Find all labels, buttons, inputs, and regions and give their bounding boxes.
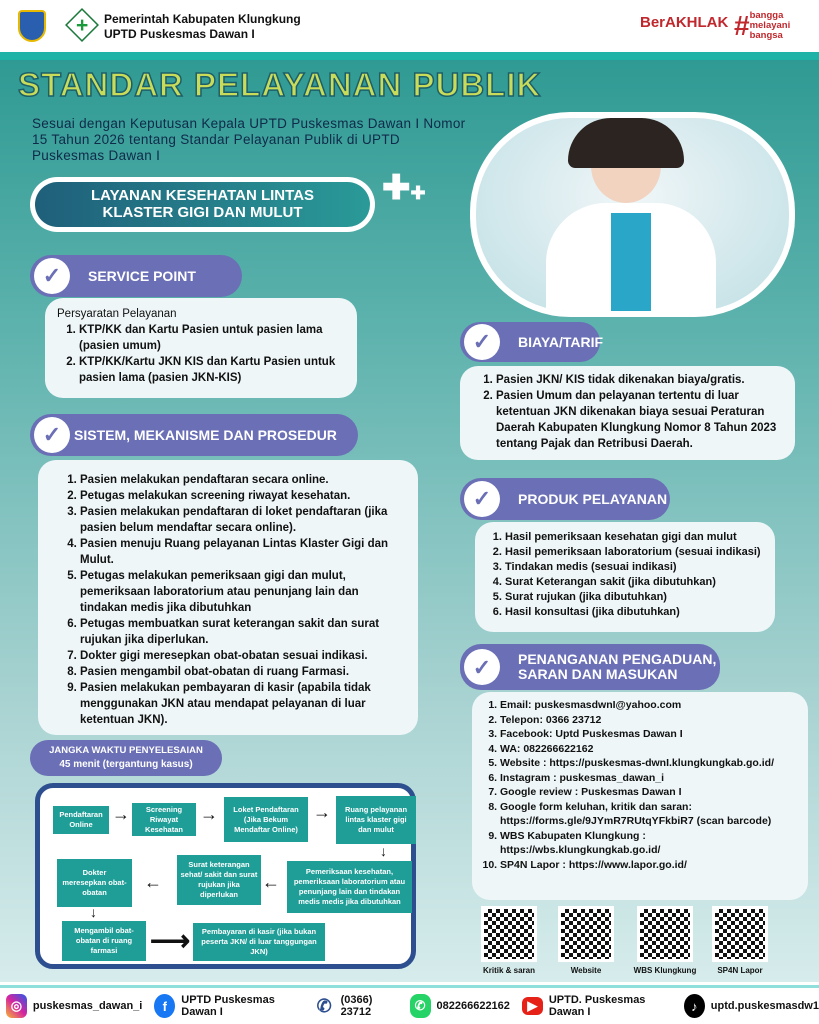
list-item: 5. Surat rujukan (jika dibutuhkan) <box>505 590 767 605</box>
flow-step: Pemeriksaan kesehatan, pemeriksaan laboratorium atau penunjang lain dan tindakan medis medis jika dibutuhkan <box>287 861 412 913</box>
instagram-icon: ◎ <box>6 994 27 1018</box>
berakhlak-logo: BerAKHLAK <box>640 14 729 31</box>
arrow-left-icon: ← <box>262 872 280 892</box>
tiktok-icon: ♪ <box>684 994 705 1018</box>
qr-label: Kritik & saran <box>482 966 536 975</box>
list-item: 9. WBS Kabupaten Klungkung : https://wbs.klungkungkab.go.id/ <box>500 829 802 858</box>
header-strip <box>0 52 819 60</box>
pengaduan-title-line1: PENANGANAN PENGADUAN, <box>518 651 717 667</box>
service-name-line1: LAYANAN KESEHATAN LINTAS <box>90 187 315 204</box>
service-name-line2: KLASTER GIGI DAN MULUT <box>102 204 303 221</box>
produk-title: PRODUK PELAYANAN <box>518 491 668 507</box>
qr-code-website[interactable] <box>558 906 614 962</box>
list-item: 1. Email: puskesmasdwnI@yahoo.com <box>500 698 802 713</box>
service-point-heading <box>30 255 242 297</box>
poster-title: STANDAR PELAYANAN PUBLIK <box>18 66 542 103</box>
list-item: 3. Facebook: Uptd Puskesmas Dawan I <box>500 727 802 742</box>
arrow-right-icon: → <box>112 804 130 824</box>
list-item: 4. Surat Keterangan sakit (jika dibutuhkan) <box>505 575 767 590</box>
biaya-card <box>460 366 795 460</box>
biaya-title: BIAYA/TARIF <box>518 334 604 350</box>
list-item: 6. Hasil konsultasi (jika dibutuhkan) <box>505 605 767 620</box>
flow-step: Dokter meresepkan obat-obatan <box>57 859 132 907</box>
flow-step: Loket Pendaftaran (Jika Bekum Mendaftar Online) <box>224 797 308 842</box>
flow-step: Mengambil obat-obatan di ruang farmasi <box>62 921 146 961</box>
qr-code-wbs[interactable] <box>637 906 693 962</box>
klungkung-logo <box>18 10 46 42</box>
service-point-title: SERVICE POINT <box>88 268 196 284</box>
service-point-card <box>45 298 357 398</box>
qr-label: SP4N Lapor <box>717 966 763 975</box>
facebook-icon: f <box>154 994 175 1018</box>
list-item: 2. KTP/KK/Kartu JKN KIS dan Kartu Pasien untuk pasien lama (pasien JKN-KIS) <box>79 354 345 386</box>
requirements-label: Persyaratan Pelayanan <box>57 308 177 320</box>
list-item: 2. Hasil pemeriksaan laboratorium (sesuai indikasi) <box>505 545 767 560</box>
list-item: 2. Telepon: 0366 23712 <box>500 713 802 728</box>
list-item: 1. Pasien melakukan pendaftaran secara online. <box>80 472 404 488</box>
jangka-waktu-badge <box>30 740 222 776</box>
list-item: 4. Pasien menuju Ruang pelayanan Lintas Klaster Gigi dan Mulut. <box>80 536 404 568</box>
list-item: 6. Instagram : puskesmas_dawan_i <box>500 771 802 786</box>
list-item: 1. Hasil pemeriksaan kesehatan gigi dan mulut <box>505 530 767 545</box>
arrow-right-icon: → <box>313 802 331 822</box>
flow-step: Screening Riwayat Kesehatan <box>132 803 196 836</box>
list-item: 2. Pasien Umum dan pelayanan tertentu di luar ketentuan JKN dikenakan biaya sesuai Peraturan Daerah Kabupaten Klungkung Nomor 8 Tahun 2023 tentang Pajak dan Retribusi Daerah. <box>496 388 783 452</box>
arrow-left-icon: ← <box>144 872 162 892</box>
list-item: 3. Tindakan medis (sesuai indikasi) <box>505 560 767 575</box>
poster-subtitle: Sesuai dengan Keputusan Kepala UPTD Puskesmas Dawan I Nomor 15 Tahun 2026 tentang Standar Pelayanan Publik di UPTD Puskesmas Dawan I <box>32 116 466 163</box>
list-item: 8. Google form keluhan, kritik dan saran: https://forms.gle/9JYmR7RUtqYFkbiR7 (scan barcode) <box>500 800 802 829</box>
check-icon: ✓ <box>464 481 500 517</box>
flow-step: Pendaftaran Online <box>53 806 109 834</box>
bangga-text: bangga <box>749 10 784 21</box>
produk-card <box>475 522 775 632</box>
sistem-card <box>38 460 418 735</box>
footer-facebook[interactable]: UPTD Puskesmas Dawan I <box>181 994 275 1018</box>
jangka-waktu-value: 45 menit (tergantung kasus) <box>59 759 193 770</box>
footer-instagram[interactable]: puskesmas_dawan_i <box>32 1000 143 1012</box>
bangsa-text: bangsa <box>749 30 783 41</box>
arrow-down-icon: ↓ <box>90 904 97 920</box>
doctor-photo <box>470 112 795 317</box>
arrow-down-icon: ↓ <box>380 843 387 859</box>
org-line2: UPTD Puskesmas Dawan I <box>104 27 255 41</box>
qr-label: WBS Klungkung <box>633 966 697 975</box>
list-item: 5. Petugas melakukan pemeriksaan gigi dan mulut, pemeriksaan laboratorium atau penunjang lain dan tindakan medis jika dibutuhkan <box>80 568 404 616</box>
phone-icon: ✆ <box>316 995 332 1016</box>
list-item: 2. Petugas melakukan screening riwayat kesehatan. <box>80 488 404 504</box>
list-item: 1. KTP/KK dan Kartu Pasien untuk pasien lama (pasien umum) <box>79 322 345 354</box>
list-item: 1. Pasien JKN/ KIS tidak dikenakan biaya/gratis. <box>496 372 783 388</box>
flowchart <box>35 783 416 969</box>
footer <box>0 985 819 1024</box>
list-item: 7. Google review : Puskesmas Dawan I <box>500 785 802 800</box>
qr-code-sp4n[interactable] <box>712 906 768 962</box>
list-item: 7. Dokter gigi meresepkan obat-obatan sesuai indikasi. <box>80 648 404 664</box>
footer-tiktok[interactable]: uptd.puskesmasdw1 <box>710 1000 819 1012</box>
list-item: 8. Pasien mengambil obat-obatan di ruang Farmasi. <box>80 664 404 680</box>
list-item: 5. Website : https://puskesmas-dwnI.klungkungkab.go.id/ <box>500 756 802 771</box>
puskesmas-logo: + <box>65 8 99 42</box>
flow-step: Ruang pelayanan lintas klaster gigi dan mulut <box>336 796 416 844</box>
jangka-waktu-title: JANGKA WAKTU PENYELESAIAN <box>49 745 203 756</box>
header <box>0 0 819 52</box>
check-icon: ✓ <box>464 649 500 685</box>
whatsapp-icon: ✆ <box>410 994 431 1018</box>
medical-cross-icon: ✚✚ <box>382 169 426 207</box>
org-line1: Pemerintah Kabupaten Klungkung <box>104 12 301 26</box>
service-name-pill <box>30 177 375 232</box>
footer-phone[interactable]: (0366) 23712 <box>340 994 373 1018</box>
list-item: 3. Pasien melakukan pendaftaran di loket pendaftaran (jika pasien belum mendaftar secara online). <box>80 504 404 536</box>
check-icon: ✓ <box>34 258 70 294</box>
arrow-right-icon: → <box>200 804 218 824</box>
biaya-heading <box>460 322 604 362</box>
qr-label: Website <box>570 966 602 975</box>
footer-whatsapp[interactable]: 082266622162 <box>436 1000 510 1012</box>
list-item: 10. SP4N Lapor : https://www.lapor.go.id/ <box>500 858 802 873</box>
produk-heading <box>460 478 670 520</box>
pengaduan-heading <box>460 644 720 690</box>
list-item: 9. Pasien melakukan pembayaran di kasir (apabila tidak menggunakan JKN atau mendapat pelayanan di luar ketentuan JKN). <box>80 680 404 728</box>
check-icon: ✓ <box>464 324 500 360</box>
qr-code-kritik-saran[interactable] <box>481 906 537 962</box>
pengaduan-card <box>472 692 808 900</box>
youtube-icon: ▶ <box>522 997 543 1015</box>
sistem-heading <box>30 414 358 456</box>
arrow-right-icon: ⟶ <box>150 925 191 956</box>
pengaduan-title-line2: SARAN DAN MASUKAN <box>518 666 678 682</box>
sistem-title: SISTEM, MEKANISME DAN PROSEDUR <box>74 427 337 443</box>
check-icon: ✓ <box>34 417 70 453</box>
flow-step: Surat keterangan sehat/ sakit dan surat rujukan jika diperlukan <box>177 855 261 905</box>
melayani-text: melayani <box>749 20 791 31</box>
list-item: 4. WA: 082266622162 <box>500 742 802 757</box>
footer-youtube[interactable]: UPTD. Puskesmas Dawan I <box>548 994 646 1018</box>
flow-step: Pembayaran di kasir (jika bukan peserta JKN/ di luar tanggungan JKN) <box>193 923 325 961</box>
bangga-melayani-logo: # bangga melayani bangsa <box>734 10 791 41</box>
list-item: 6. Petugas membuatkan surat keterangan sakit dan surat rujukan jika diperlukan. <box>80 616 404 648</box>
